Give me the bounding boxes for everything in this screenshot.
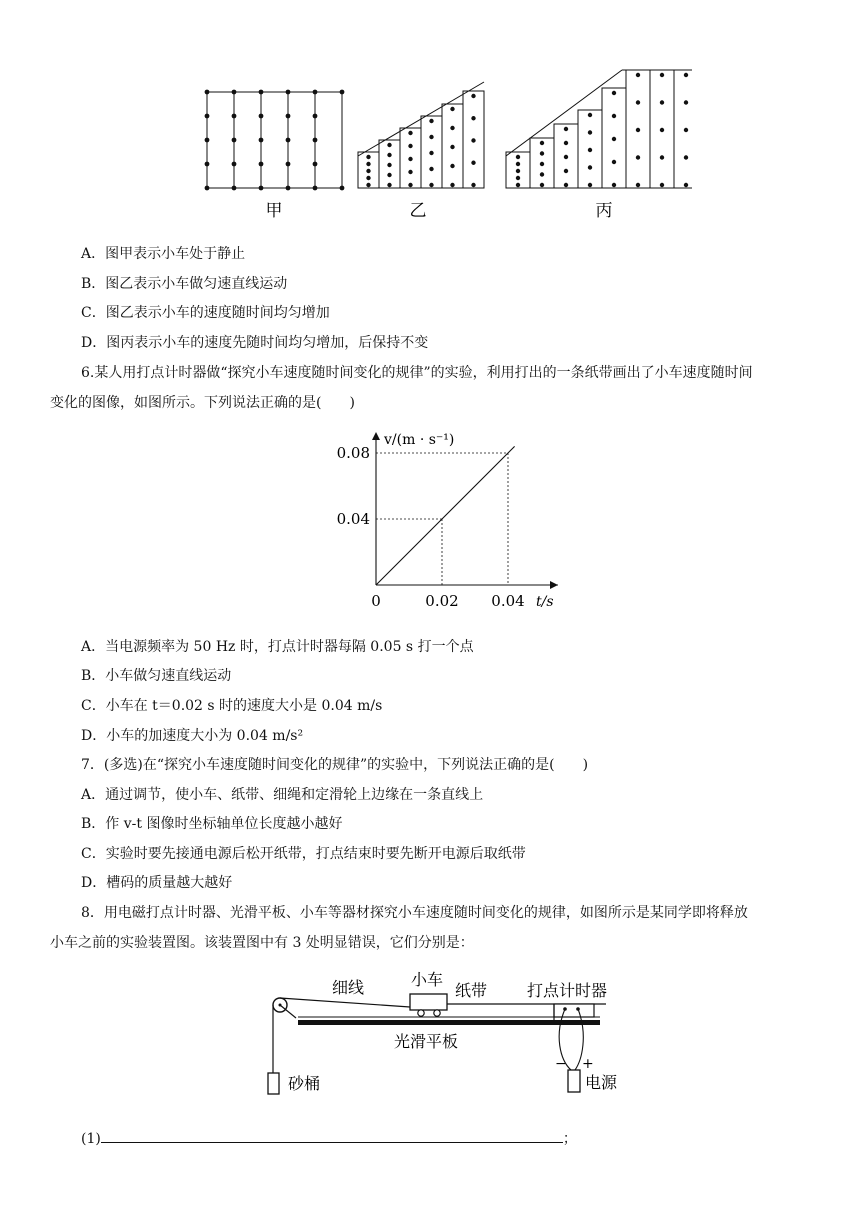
- tape-dot: [232, 162, 237, 167]
- tape-dot: [540, 141, 544, 145]
- label-power: 电源: [585, 1073, 618, 1092]
- tape-strips-figure: [194, 52, 692, 236]
- q8-stem-line1: 8．用电磁打点计时器、光滑平板、小车等器材探究小车速度随时间变化的规律，如图所示是某同学即将释放: [81, 905, 748, 921]
- tape-dot: [564, 183, 568, 187]
- tape-dot: [313, 114, 318, 119]
- tape-dot: [313, 162, 318, 167]
- q6-option-b: B．小车做匀速直线运动: [81, 668, 232, 684]
- label-cart: 小车: [411, 970, 444, 989]
- q7-option-d: D．槽码的质量越大越好: [81, 875, 233, 891]
- tape-dot: [516, 176, 520, 180]
- y-axis-label: v/(m · s⁻¹): [384, 432, 455, 448]
- tape-dot: [540, 162, 544, 166]
- label-board: 光滑平板: [394, 1032, 459, 1051]
- tape-dot: [471, 183, 475, 187]
- tape-dot: [387, 173, 391, 177]
- tape-dot: [387, 153, 391, 157]
- tape-dot: [450, 145, 454, 149]
- tape-dot: [471, 138, 475, 142]
- tape-dot: [259, 138, 264, 143]
- tape-dot: [540, 151, 544, 155]
- tape-dot: [612, 183, 616, 187]
- tape-dot: [450, 107, 454, 111]
- label-tape: 纸带: [455, 981, 488, 1000]
- tape-dot: [588, 113, 592, 117]
- tape-dot: [313, 90, 318, 95]
- string-line: [280, 998, 410, 1007]
- power-supply-icon: [568, 1070, 580, 1092]
- tape-dot: [232, 186, 237, 191]
- tape-strip: [288, 92, 315, 188]
- tape-dot: [612, 91, 616, 95]
- tape-dot: [408, 131, 412, 135]
- tape-dot: [232, 138, 237, 143]
- tape-dot: [259, 162, 264, 167]
- tape-dot: [588, 148, 592, 152]
- tape-dot: [259, 114, 264, 119]
- tape-dot: [684, 73, 688, 77]
- tape-dot: [636, 183, 640, 187]
- tape-dot: [516, 169, 520, 173]
- y-axis-arrow-icon: [372, 432, 380, 440]
- tape-dot: [471, 94, 475, 98]
- tape-dot: [366, 162, 370, 166]
- tape-dot: [387, 143, 391, 147]
- tape-dot: [232, 114, 237, 119]
- apparatus-figure: [242, 960, 648, 1114]
- tape-dot: [366, 183, 370, 187]
- answer-label: (1): [81, 1131, 101, 1147]
- q5-option-b: B．图乙表示小车做匀速直线运动: [81, 276, 288, 292]
- q6-option-d: D．小车的加速度大小为 0.04 m/s²: [81, 728, 304, 744]
- tape-dot: [366, 176, 370, 180]
- tape-dot: [387, 163, 391, 167]
- board: [298, 1020, 600, 1025]
- tape-dot: [471, 116, 475, 120]
- q5-option-d: D．图丙表示小车的速度先随时间均匀增加，后保持不变: [81, 335, 429, 351]
- tape-dot: [516, 162, 520, 166]
- tape-dot: [205, 114, 210, 119]
- tape-dot: [660, 183, 664, 187]
- tape-dot: [408, 170, 412, 174]
- y-tick-label: 0.08: [336, 444, 370, 462]
- strip-group-bing: [506, 70, 692, 188]
- tape-strip: [674, 70, 692, 188]
- tape-dot: [259, 90, 264, 95]
- tape-dot: [636, 73, 640, 77]
- tape-dot: [660, 128, 664, 132]
- tape-dot: [684, 183, 688, 187]
- q6-option-c: C．小车在 t＝0.02 s 时的速度大小是 0.04 m/s: [81, 698, 383, 714]
- tape-dot: [429, 119, 433, 123]
- answer-blank[interactable]: [101, 1128, 563, 1143]
- tape-dot: [429, 135, 433, 139]
- tape-dot: [540, 183, 544, 187]
- tape-dot: [286, 114, 291, 119]
- label-plus: +: [582, 1056, 594, 1072]
- tape-dot: [450, 164, 454, 168]
- cart-icon: [410, 994, 447, 1010]
- tape-dot: [540, 172, 544, 176]
- tape-dot: [313, 138, 318, 143]
- tape-dot: [286, 186, 291, 191]
- tape-dot: [429, 167, 433, 171]
- tape-dot: [429, 183, 433, 187]
- x-axis-arrow-icon: [550, 581, 558, 589]
- tape-dot: [387, 183, 391, 187]
- tape-dot: [366, 169, 370, 173]
- q7-stem: 7．(多选)在“探究小车速度随时间变化的规律”的实验中，下列说法正确的是( ): [81, 757, 589, 773]
- apparatus-svg: [242, 960, 648, 1114]
- x-tick-label: 0.04: [491, 592, 525, 610]
- tape-dot: [564, 141, 568, 145]
- tape-dot: [612, 114, 616, 118]
- tape-strips-svg: [194, 52, 692, 236]
- timer-icon: [554, 1004, 594, 1017]
- q7-option-a: A．通过调节，使小车、纸带、细绳和定滑轮上边缘在一条直线上: [81, 787, 484, 803]
- tape-dot: [232, 90, 237, 95]
- q6-stem-line2: 变化的图像，如图所示。下列说法正确的是( ): [50, 395, 355, 411]
- tape-dot: [516, 183, 520, 187]
- tape-dot: [408, 144, 412, 148]
- tape-dot: [340, 186, 345, 191]
- vt-graph-svg: [318, 422, 570, 622]
- tape-dot: [684, 128, 688, 132]
- tape-dot: [340, 90, 345, 95]
- tape-dot: [286, 90, 291, 95]
- tape-dot: [660, 100, 664, 104]
- strip-label-2: 丙: [595, 201, 613, 221]
- q6-option-a: A．当电源频率为 50 Hz 时，打点计时器每隔 0.05 s 打一个点: [81, 639, 474, 655]
- tape-dot: [205, 138, 210, 143]
- tape-strip: [207, 92, 234, 188]
- q5-option-c: C．图乙表示小车的速度随时间均匀增加: [81, 305, 330, 321]
- label-timer: 打点计时器: [527, 981, 608, 1000]
- tape-dot: [564, 127, 568, 131]
- tape-dot: [588, 165, 592, 169]
- answer-end: ；: [562, 1131, 577, 1147]
- tape-dot: [205, 162, 210, 167]
- tape-dot: [286, 138, 291, 143]
- tape-dot: [450, 126, 454, 130]
- tape-dot: [564, 169, 568, 173]
- tape-dot: [471, 161, 475, 165]
- series-line-0: [376, 446, 515, 585]
- label-string: 细线: [332, 978, 365, 997]
- tape-dot: [259, 186, 264, 191]
- q8-answer-line-1[interactable]: [81, 1128, 577, 1148]
- q5-option-a: A．图甲表示小车处于静止: [81, 246, 246, 262]
- tape-dot: [408, 157, 412, 161]
- tape-dot: [636, 155, 640, 159]
- strip-group-yi: [358, 82, 484, 188]
- tape-dot: [588, 130, 592, 134]
- tape-dot: [684, 155, 688, 159]
- tape-dot: [205, 90, 210, 95]
- tape-dot: [408, 183, 412, 187]
- tape-dot: [313, 186, 318, 191]
- tape-dot: [588, 183, 592, 187]
- tape-dot: [612, 137, 616, 141]
- tape-dot: [684, 100, 688, 104]
- x-tick-label: 0.02: [425, 592, 459, 610]
- x-tick-label: 0: [371, 592, 381, 610]
- x-axis-label: t/s: [536, 594, 554, 610]
- q7-option-c: C．实验时要先接通电源后松开纸带，打点结束时要先断开电源后取纸带: [81, 846, 526, 862]
- tape-dot: [205, 186, 210, 191]
- tape-dot: [450, 183, 454, 187]
- strip-group-jia: [205, 90, 345, 191]
- y-tick-label: 0.04: [336, 510, 370, 528]
- tape-strip: [315, 92, 342, 188]
- q7-option-b: B．作 v-t 图像时坐标轴单位长度越小越好: [81, 816, 343, 832]
- label-bucket: 砂桶: [288, 1074, 321, 1093]
- q6-stem-line1: 6.某人用打点计时器做“探究小车速度随时间变化的规律”的实验，利用打出的一条纸带画出了小车速度随时间: [81, 365, 753, 381]
- tape-dot: [660, 155, 664, 159]
- tape-dot: [564, 155, 568, 159]
- tape-strip: [261, 92, 288, 188]
- tape-dot: [636, 128, 640, 132]
- tape-strip: [234, 92, 261, 188]
- bucket-icon: [268, 1073, 279, 1094]
- tape-dot: [366, 155, 370, 159]
- strip-label-1: 乙: [409, 201, 427, 221]
- tape-dot: [636, 100, 640, 104]
- tape-dot: [516, 155, 520, 159]
- tape-dot: [429, 151, 433, 155]
- tape-dot: [286, 162, 291, 167]
- tape-dot: [612, 160, 616, 164]
- q8-stem-line2: 小车之前的实验装置图。该装置图中有 3 处明显错误，它们分别是：: [50, 935, 474, 951]
- label-minus: −: [555, 1056, 567, 1072]
- vt-graph: [318, 422, 570, 622]
- tape-dot: [660, 73, 664, 77]
- strip-label-0: 甲: [265, 201, 283, 221]
